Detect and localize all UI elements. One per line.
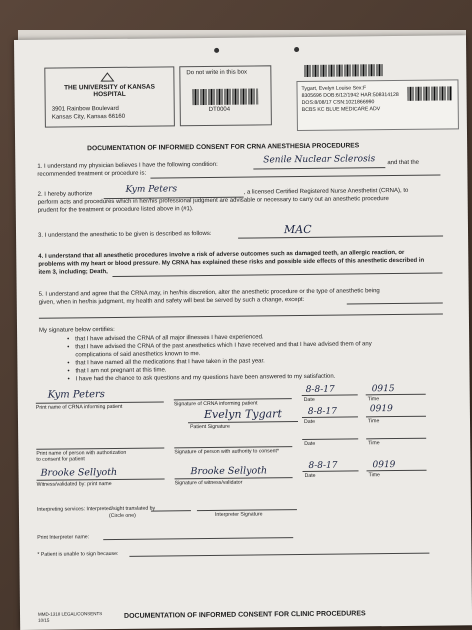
patient-label-line: 8305696 DOB:6/12/1942 HAR:508314128 xyxy=(301,91,399,99)
bullet-icon: • xyxy=(67,336,70,343)
interpreter-label: Interpreting services: Interpreted/sight translated by xyxy=(36,505,156,513)
item-5-text: 5. I understand and agree that the CRNA may, in her/his discretion, alter the anesthetic procedure or the type of anesthetic being xyxy=(38,288,380,298)
form-barcode xyxy=(193,88,259,105)
date-label: Date xyxy=(304,472,316,479)
time-line xyxy=(366,416,426,418)
footer-title: DOCUMENTATION OF INFORMED CONSENT FOR CLINIC PROCEDURES xyxy=(124,610,366,620)
certify-item: complications of said anesthetics known to me. xyxy=(75,351,201,359)
punch-hole xyxy=(214,48,219,53)
item-3-text: 3. I understand the anesthetic to be given is described as follows: xyxy=(38,230,212,239)
circle-one-label: (Circle one) xyxy=(108,512,136,520)
item-1-text: and that the xyxy=(387,159,420,167)
exception-line-2 xyxy=(39,314,443,319)
jayhawk-logo-icon xyxy=(100,71,114,83)
time-label: Time xyxy=(367,396,380,403)
date-2-handwritten: 8-8-17 xyxy=(307,406,337,417)
signature-line xyxy=(188,421,298,423)
risks-line xyxy=(112,273,442,277)
date-1-handwritten: 8-8-17 xyxy=(305,384,335,395)
time-label: Time xyxy=(368,472,380,479)
print-crna-label: Print name of CRNA informing patient xyxy=(35,403,123,411)
item-1-text: recommended treatment or procedure is: xyxy=(37,170,147,178)
date-line xyxy=(302,438,358,440)
witness-name-handwritten: Brooke Sellyoth xyxy=(40,466,118,479)
date-line xyxy=(302,416,358,418)
form-barcode-code: DT0004 xyxy=(208,106,231,113)
sig-auth-label: Signature of person with authority to consent* xyxy=(174,448,280,456)
consent-form-page xyxy=(14,35,472,630)
patient-sig-label: Patient Signature xyxy=(190,423,230,431)
certify-item: that I have advised the CRNA of all major illnesses I have experienced. xyxy=(75,334,264,343)
hospital-address-2: Kansas City, Kansas 66160 xyxy=(51,113,126,121)
bullet-icon: • xyxy=(67,360,70,367)
patient-label-line: BCBS KC BLUE MEDICARE ADV xyxy=(301,106,381,113)
time-line xyxy=(366,438,426,440)
witness-signature-handwritten: Brooke Sellyoth xyxy=(190,465,268,478)
unable-to-sign-label: * Patient is unable to sign because: xyxy=(37,550,119,558)
condition-handwritten: Senile Nuclear Sclerosis xyxy=(263,154,376,166)
patient-label-sticker xyxy=(296,79,459,131)
form-title: DOCUMENTATION OF INFORMED CONSENT FOR CRNA ANESTHESIA PROCEDURES xyxy=(87,142,360,153)
item-1-text: 1. I understand my physician believes I have the following condition: xyxy=(37,161,218,170)
bullet-icon: • xyxy=(67,344,70,351)
item-2-text: 2. I hereby authorize xyxy=(37,191,93,198)
time-3-handwritten: 0919 xyxy=(372,460,396,471)
item-4-text: 4. I understand that all anesthetic procedures involve a risk of adverse outcomes such as damaged teeth, an allergic reaction, or xyxy=(38,249,405,260)
form-revision: 10/15 xyxy=(38,617,50,623)
signature-line xyxy=(103,537,293,540)
hospital-logo-box xyxy=(44,66,175,127)
date-label: Date xyxy=(304,440,316,447)
procedure-line xyxy=(150,175,440,179)
exception-line xyxy=(347,303,443,305)
certify-item: I have had the chance to ask questions and my questions have been answered to my satisfaction. xyxy=(75,373,336,383)
time-label: Time xyxy=(368,440,380,447)
time-2-handwritten: 0919 xyxy=(369,404,393,415)
form-code: MMD-1318 LEGAL/CONSENTS xyxy=(37,611,103,617)
item-4-text: problems with my heart or blood pressure. My CRNA has explained these risks and possible side effects of this anesthetic described in xyxy=(38,257,425,268)
witness-print-label: Witness/validated by: print name xyxy=(36,481,112,488)
patient-label-line: Tygart, Evelyn Louise Sex:F xyxy=(301,85,367,92)
interpreter-name-label: Print Interpreter name: xyxy=(37,534,90,541)
item-5-text: given, when in her/his judgment, my health and safety will best be served by such a change, except: xyxy=(38,296,305,306)
signature-line xyxy=(129,553,429,557)
condition-line xyxy=(253,167,385,169)
print-auth-label: Print name of person with authorization xyxy=(36,449,127,457)
signature-line xyxy=(151,510,191,511)
time-line xyxy=(366,394,426,396)
print-auth-label-2: to consent for patient xyxy=(36,456,85,463)
time-line xyxy=(367,470,427,472)
hospital-address-1: 3901 Rainbow Boulevard xyxy=(51,105,119,113)
patient-label-line: DOS:8/08/17 CSN:1021866990 xyxy=(301,99,375,106)
date-3-handwritten: 8-8-17 xyxy=(308,460,338,471)
date-line xyxy=(302,394,358,396)
office-use-note: Do not write in this box xyxy=(186,69,248,77)
date-label: Date xyxy=(303,418,316,425)
office-use-box xyxy=(179,65,272,126)
date-line xyxy=(303,470,359,472)
time-1-handwritten: 0915 xyxy=(371,384,395,395)
interpreter-sig-label: Interpreter Signature xyxy=(214,511,263,518)
certify-item: that I have advised the CRNA of the past anesthetics which I have received and that I have advised them of any xyxy=(75,341,372,351)
time-label: Time xyxy=(367,418,380,425)
witness-sig-label: Signature of witness/validator xyxy=(174,479,243,487)
sig-crna-label: Signature of CRNA informing patient xyxy=(173,400,258,408)
anesthetic-line xyxy=(238,236,443,239)
sticker-barcode xyxy=(304,64,384,77)
item-2-text: perform acts and procedures which in her/his professional judgment are advisable or necessary to carry out an anesthetic procedure xyxy=(37,196,389,206)
bullet-icon: • xyxy=(67,368,70,375)
hospital-name: THE UNIVERSITY of KANSAS HOSPITAL xyxy=(64,83,155,99)
certifies-heading: My signature below certifies: xyxy=(39,326,115,334)
certify-item: that I am not pregnant at this time. xyxy=(75,367,167,375)
crna-name-handwritten: Kym Peters xyxy=(125,184,178,195)
patient-barcode xyxy=(408,86,452,100)
crna-print-handwritten: Kym Peters xyxy=(47,389,105,401)
item-2-text: prudent for the treatment or procedure listed above in (#1). xyxy=(37,206,194,214)
item-4-text: item 3, including; Death, xyxy=(38,269,108,276)
date-label: Date xyxy=(303,396,315,403)
punch-hole xyxy=(294,47,299,52)
anesthetic-handwritten: MAC xyxy=(283,222,312,237)
patient-signature-handwritten: Evelyn Tygart xyxy=(203,407,282,422)
bullet-icon: • xyxy=(67,376,70,383)
certify-item: that I have named all the medications that I have taken in the past year. xyxy=(75,358,265,367)
item-2-text: , a licensed Certified Registered Nurse Anesthetist (CRNA), to xyxy=(243,187,409,196)
